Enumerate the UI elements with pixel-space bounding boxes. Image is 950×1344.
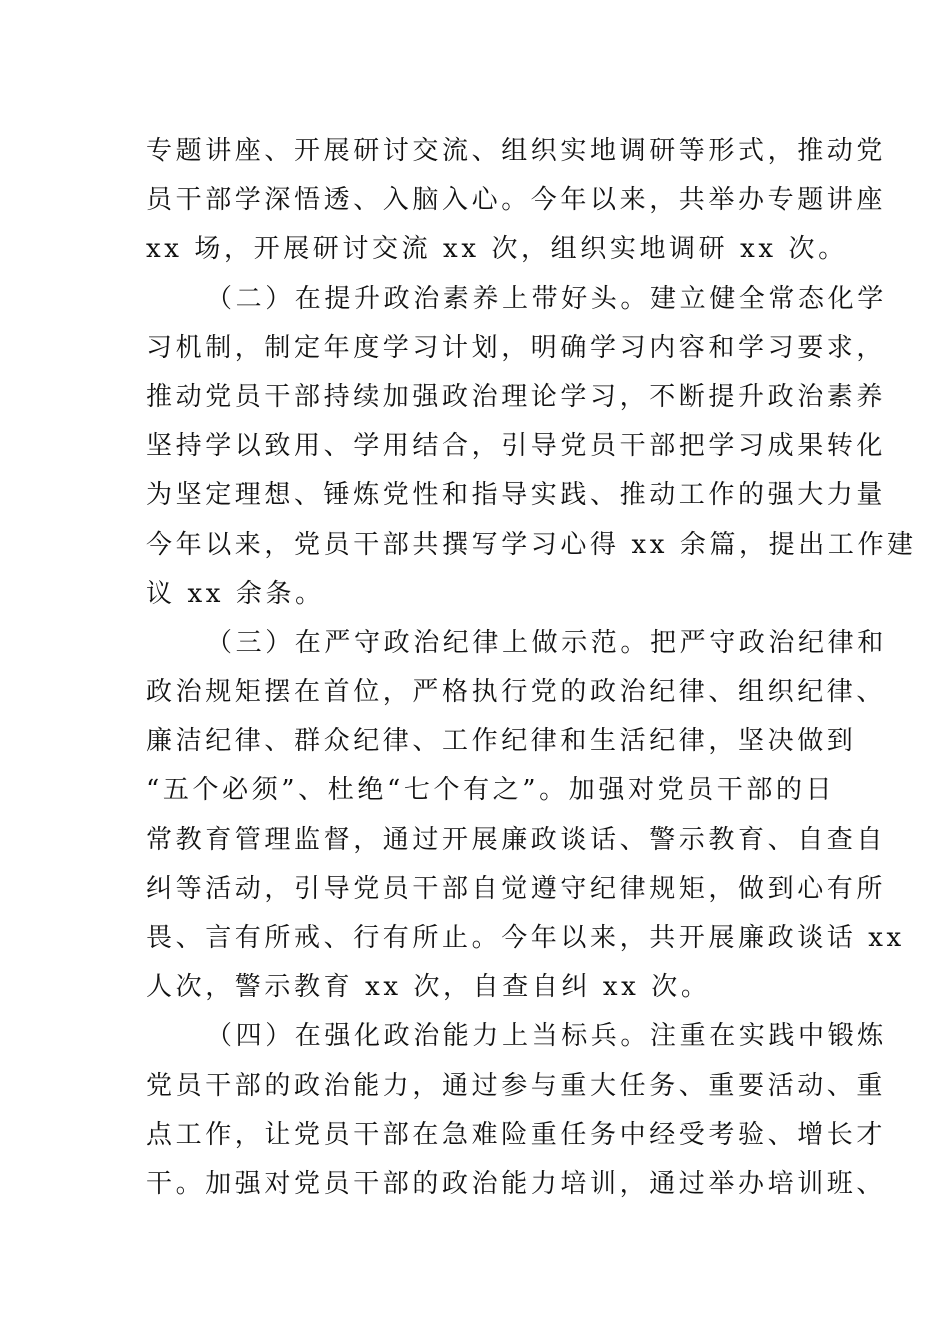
text-line: 点工作，让党员干部在急难险重任务中经受考验、增长才 [146, 1119, 887, 1150]
paragraph [146, 275, 917, 619]
text-line: 廉洁纪律、群众纪律、工作纪律和生活纪律，坚决做到 [146, 726, 857, 757]
paragraph [146, 127, 887, 275]
text-line: 干。加强对党员干部的政治能力培训，通过举办培训班、 [146, 1168, 887, 1199]
text-line: 纠等活动，引导党员干部自觉遵守纪律规矩，做到心有所 [146, 873, 887, 904]
text-line: 政治规矩摆在首位，严格执行党的政治纪律、组织纪律、 [146, 677, 887, 708]
text-line: 为坚定理想、锤炼党性和指导实践、推动工作的强大力量 [146, 480, 887, 511]
text-line: 习机制，制定年度学习计划，明确学习内容和学习要求， [146, 332, 887, 363]
text-line: 推动党员干部持续加强政治理论学习，不断提升政治素养 [146, 381, 887, 412]
text-line: 议 xx 余条。 [146, 578, 325, 609]
text-line: 坚持学以致用、学用结合，引导党员干部把学习成果转化 [146, 431, 887, 462]
paragraph [146, 1012, 887, 1209]
document-body [146, 127, 917, 1209]
paragraph-heading-line: （四）在强化政治能力上当标兵。注重在实践中锻炼 [206, 1021, 887, 1052]
text-line: 常教育管理监督，通过开展廉政谈话、警示教育、自查自 [146, 824, 887, 855]
text-line: xx 场，开展研讨交流 xx 次，组织实地调研 xx 次。 [146, 234, 848, 265]
paragraph [146, 619, 905, 1013]
text-line: 今年以来，党员干部共撰写学习心得 xx 余篇，提出工作建 [146, 529, 917, 560]
text-line: 专题讲座、开展研讨交流、组织实地调研等形式，推动党 [146, 136, 887, 166]
text-line: 员干部学深悟透、入脑入心。今年以来，共举办专题讲座 [146, 185, 887, 216]
text-line: 党员干部的政治能力，通过参与重大任务、重要活动、重 [146, 1070, 887, 1101]
text-line: 人次，警示教育 xx 次，自查自纠 xx 次。 [146, 972, 711, 1003]
paragraph-heading-line: （三）在严守政治纪律上做示范。把严守政治纪律和 [206, 627, 887, 658]
text-line: 畏、言有所戒、行有所止。今年以来，共开展廉政谈话 xx [146, 923, 905, 953]
text-line: “五个必须”、杜绝“七个有之”。加强对党员干部的日 [146, 775, 836, 806]
paragraph-heading-line: （二）在提升政治素养上带好头。建立健全常态化学 [206, 283, 887, 314]
